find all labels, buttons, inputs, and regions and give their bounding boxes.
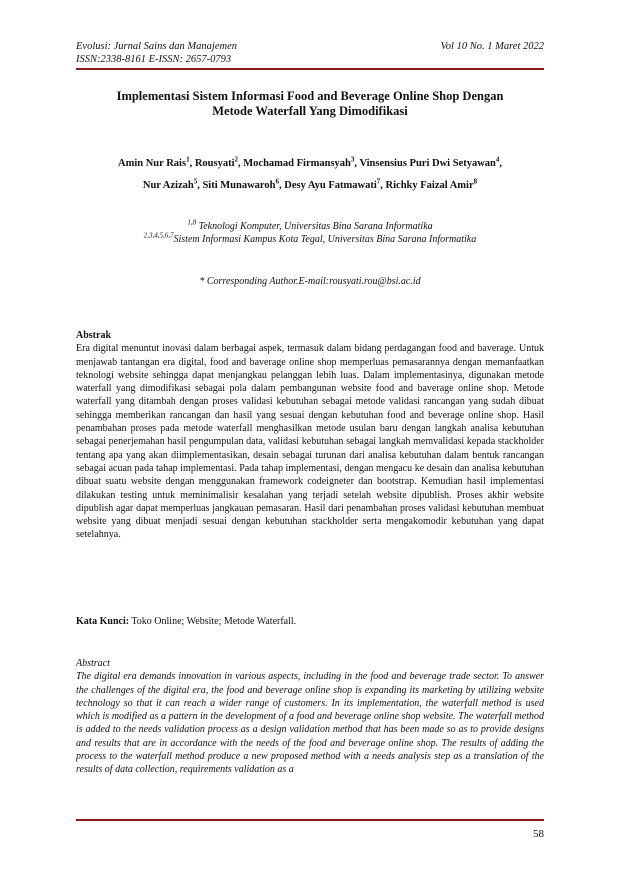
affiliation-text: Sistem Informasi Kampus Kota Tegal, Universitas Bina Sarana Informatika	[173, 234, 477, 245]
author-line-1: Amin Nur Rais$^1$, Rousyati$^2$, Mochamad Firmansyah$^3$, Vinsensius Puri Dwi Setyawan$^4$,	[117, 155, 502, 169]
abstract-section	[76, 657, 544, 777]
author-sup: 5	[193, 177, 198, 186]
author-list	[76, 153, 544, 197]
author: Nur Azizah	[142, 180, 194, 191]
author-line-2: Nur Azizah$^5$, Siti Munawaroh$^6$, Desy Ayu Fatmawati$^7$, Richky Faizal Amir$^8$	[142, 177, 478, 191]
affiliation-sup: 1,8	[187, 218, 197, 227]
author-sup: 1	[186, 155, 190, 164]
author: Rousyati	[194, 158, 235, 169]
author: Desy Ayu Fatmawati	[284, 180, 377, 191]
author-sup: 6	[275, 177, 279, 186]
footer-rule	[76, 819, 544, 821]
page-number: 58	[533, 828, 544, 840]
abstrak-body: Era digital menuntut inovasi dalam berbagai aspek, termasuk dalam bidang perdagangan food and baverage. Untuk menjawab tantangan era digital, food and baverage online shop memperluas pemasarannya dengan memanfaatkan teknologi website sehingga dapat menjangkau pelanggan lebih luas. Dalam implementasinya, digunakan metode waterfall yang dimodifikasi sebagai pola dalam pembangunan website food and baverage online shop. Metode waterfall yang ditambah dengan proses validasi kebutuhan sebagai metode validasi rancangan yang sudah dibuat sehingga memberikan rancangan dan hasil yang sesuai dengan kebutuhan food and beverage online shop. Hasil penambahan proses pada metode waterfall menghasilkan metode usulan baru dengan langkah analisa kebutuhan sebagai penerjemahan hasil pengumpulan data, validasi kebutuhan sebagai langkah memvalidasi kepada stackholder tentang apa yang akan diimplementasikan, desain sebagai turunan dari analisa kebutuhan dalam bentuk rancangan sebagai acuan pada tahap implementasi. Pada tahap implementasi, dengan mengacu ke desain dan analisa kebutuhan dibuat suatu website dengan menggunakan framework codeigneter dan bootstrap. Kemudian hasil implementasi dilakukan testing untuk meminimalisir kesalahan yang terjadi setelah website dipublish. Proses akhir website dipublish agar dapat memperluas jangkauan pemasaran. Hasil dari penambahan proses validasi kebutuhan membuat website yang dibuat menjadi sesuai dengan kebutuhan stackholder serta mengakomodir kebutuhan yang dapat setelahnya.	[76, 343, 544, 541]
author-sup: 7	[376, 177, 381, 186]
author: Amin Nur Rais	[117, 158, 187, 169]
issn: ISSN:2338-8161 E-ISSN: 2657-0793	[76, 54, 232, 65]
abstrak-heading: Abstrak	[76, 330, 112, 341]
journal-name: Evolusi: Jurnal Sains dan Manajemen	[76, 41, 237, 52]
author: Siti Munawaroh	[202, 180, 276, 191]
abstrak-section	[76, 329, 544, 542]
affiliation-sup: 2,3,4,5,6,7	[143, 231, 174, 240]
keywords-text: Toko Online; Website; Metode Waterfall.	[131, 616, 297, 627]
affiliations	[76, 220, 544, 246]
running-header	[76, 40, 544, 66]
keywords-label: Kata Kunci:	[76, 616, 130, 627]
title-line-1: Implementasi Sistem Informasi Food and Beverage Online Shop Dengan	[116, 89, 504, 103]
header-rule	[76, 68, 544, 70]
abstract-heading: Abstract	[76, 658, 110, 669]
author: Vinsensius Puri Dwi Setyawan	[359, 158, 496, 169]
author-sup: 3	[350, 155, 355, 164]
keywords	[76, 616, 544, 627]
paper-title	[76, 89, 544, 119]
author-sup: 2	[234, 155, 238, 164]
author: Mochamad Firmansyah	[243, 158, 351, 169]
author-sup: 4	[495, 155, 500, 164]
author-sup: 8	[473, 177, 478, 186]
issue-info: Vol 10 No. 1 Maret 2022	[440, 41, 544, 52]
affiliation	[76, 233, 544, 246]
corresponding-author: * Corresponding Author.E-mail:rousyati.rou@bsi.ac.id	[199, 276, 421, 287]
title-line-2: Metode Waterfall Yang Dimodifikasi	[212, 104, 408, 118]
abstract-body: The digital era demands innovation in various aspects, including in the food and beverage trade sector. To answer the challenges of the digital era, the food and beverage online shop is expanding its marketing by utilizing website technology so that it can reach a wider range of customers. In its implementation, the waterfall method is used which is modified as a pattern in the development of a food and beverage online shop website. The waterfall method is added to the needs validation process as a design validation method that has been made so as to provide designs and results that are in accordance with the needs of the food and beverage online shop. The results of adding the process to the waterfall method produce a new proposed method with a needs analysis step as a translation of the results of data collection, requirements validation as a	[76, 671, 544, 776]
author: Richky Faizal Amir	[385, 180, 474, 191]
affiliation-text: Teknologi Komputer, Universitas Bina Sarana Informatika	[198, 221, 433, 232]
